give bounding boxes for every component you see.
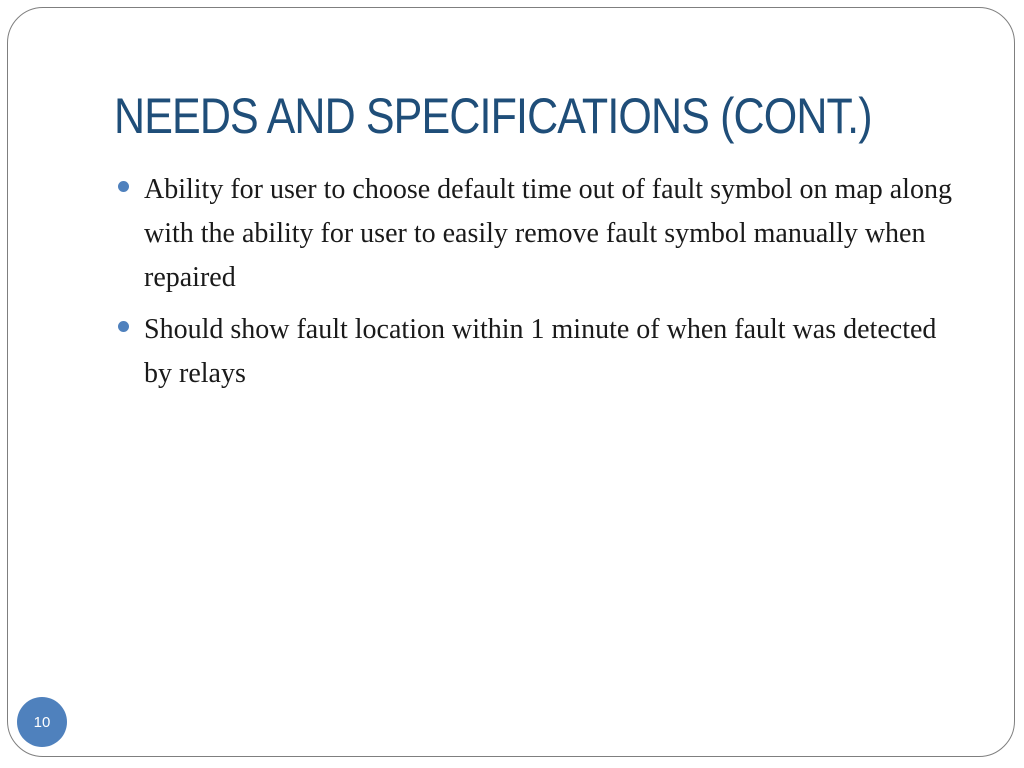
bullet-dot-icon [118, 321, 129, 332]
bullet-text: Ability for user to choose default time out of fault symbol on map along with the ability for user to easily remove fault symbol manually when repaired [144, 174, 952, 293]
page-number-badge: 10 [17, 697, 67, 747]
slide-title: NEEDS AND SPECIFICATIONS (CONT.) [114, 88, 872, 144]
bullet-item [116, 168, 966, 300]
bullet-item [116, 308, 966, 396]
bullet-list [116, 168, 966, 404]
bullet-dot-icon [118, 181, 129, 192]
bullet-text: Should show fault location within 1 minute of when fault was detected by relays [144, 314, 937, 389]
